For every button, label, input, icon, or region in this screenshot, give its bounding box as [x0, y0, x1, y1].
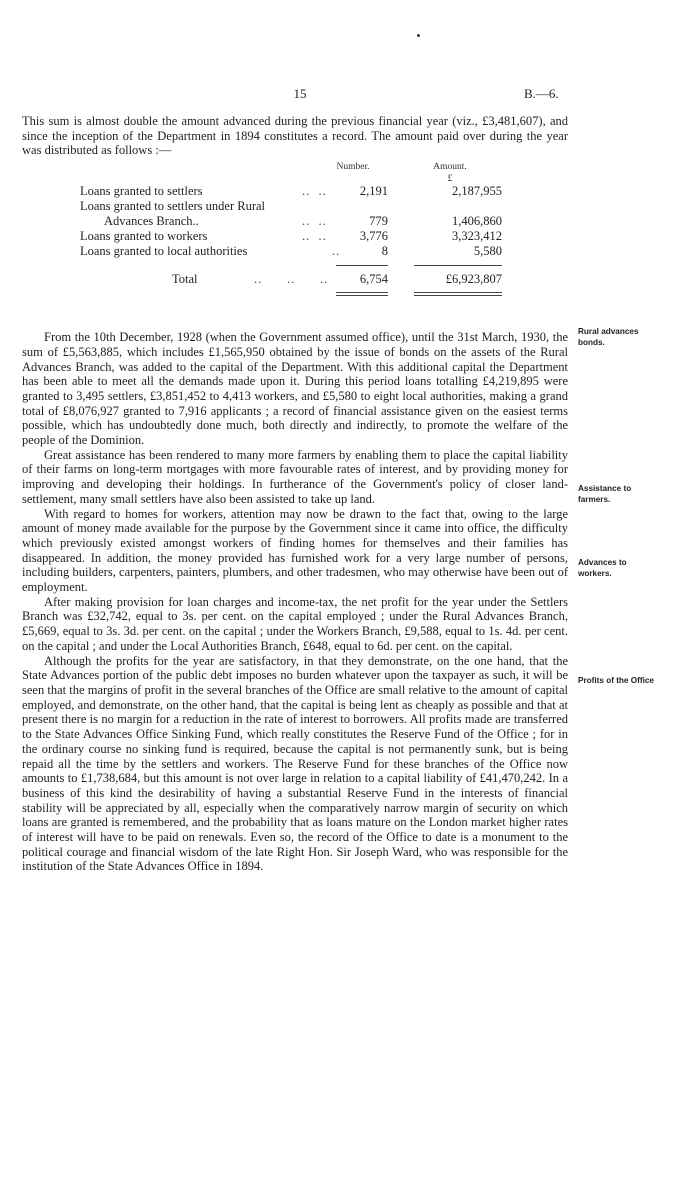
row-number: 779: [369, 214, 388, 229]
total-rule-amount: [414, 292, 502, 293]
side-note-profits-of-the-office: [578, 676, 693, 687]
row-label: Loans granted to local authorities: [80, 244, 248, 259]
row-amount: 1,406,860: [452, 214, 502, 229]
side-note-line: bonds.: [578, 337, 605, 347]
side-note-advances-to-workers: [578, 558, 693, 579]
leader-dots: .. ..: [302, 229, 327, 244]
table-row: [80, 214, 510, 229]
side-note-line: Assistance to: [578, 484, 632, 493]
leader-dots: .. ..: [302, 214, 327, 229]
row-label: Loans granted to settlers under Rural: [80, 199, 266, 214]
total-row: [80, 272, 510, 287]
column-header-amount: Amount.: [433, 162, 467, 173]
page-number: 15: [293, 86, 307, 101]
leader-dots: .. ..: [302, 184, 327, 199]
table-row: [80, 244, 510, 259]
side-note-line: farmers.: [578, 494, 611, 504]
side-note-rural-advances-bonds: [578, 327, 693, 348]
total-amount: £6,923,807: [445, 272, 502, 287]
total-rule-number: [336, 295, 388, 296]
row-amount: 3,323,412: [452, 229, 502, 244]
total-rule-number: [336, 292, 388, 293]
row-number: 3,776: [359, 229, 388, 244]
amount-unit: £: [447, 174, 453, 185]
side-note-line: Profits of the Office: [578, 676, 654, 685]
paragraph-rural-advances-bonds: From the 10th December, 1928 (when the Government assumed office), until the 31st March, 1930, the sum of £5,563,885, which includes £1,565,950 obtained by the issue of bonds on the assets of the Rural Advances Branch, was added to the capital of the Department. With this additional capital the Department has been able to meet all the demands made upon it. During this period loans totalling £4,219,895 were granted to 3,495 settlers, £3,851,452 to 4,413 workers, and £5,580 to eight local authorities, making a grand total of £8,076,927 granted to 7,916 applicants ; a record of financial assistance given on the easiest terms possible, which has undoubtedly done much, both directly and indirectly, to promote the welfare of the people of the Dominion.: [22, 330, 568, 448]
table-row: [80, 229, 510, 244]
side-note-assistance-to-farmers: [578, 484, 693, 505]
side-note-line: workers.: [578, 568, 612, 578]
row-label: Loans granted to workers: [80, 229, 208, 244]
paragraph-profits-of-the-office: After making provision for loan charges and income-tax, the net profit for the year under the Settlers Branch was £32,742, equal to 3s. per cent. on the capital employed ; under the Rural Advances Branch, £5,669, equal to 3s. 3d. per cent. on the capital ; under the Workers Branch, £9,588, equal to 1s. 4d. per cent. on the capital ; and under the Local Authorities Branch, £648, equal to 6d. per cent. on the capital.: [22, 594, 568, 653]
document-reference: B.—6.: [524, 86, 559, 101]
total-rule-amount: [414, 295, 502, 296]
row-label-continued: Advances Branch..: [104, 214, 199, 229]
row-amount: 5,580: [473, 244, 502, 259]
side-note-line: Rural advances: [578, 327, 639, 336]
total-number: 6,754: [359, 272, 388, 287]
paragraph-assistance-to-farmers: Great assistance has been rendered to many more farmers by enabling them to place the capital liability of their farms on long-term mortgages with more favourable rates of interest, and by providing money for improving and developing their holdings. In furtherance of the Government's policy of closer land-settlement, many small settlers have also been assisted to take up land.: [22, 447, 568, 506]
side-note-line: Advances to: [578, 558, 627, 567]
total-label: Total: [172, 272, 198, 287]
paragraph-advances-to-workers: With regard to homes for workers, attention may now be drawn to the fact that, owing to the large amount of money made available for the purpose by the Government since it came into office, the difficulty which previously existed amongst workers of finding homes for themselves and their families has disappeared. In addition, the money provided has furnished work for a very large number of persons, including builders, carpenters, painters, plumbers, and other tradesmen, who may otherwise have been out of employment.: [22, 506, 568, 595]
row-number: 2,191: [359, 184, 388, 199]
row-amount: 2,187,955: [452, 184, 502, 199]
main-text: [22, 114, 568, 874]
subtotal-rule-amount: [414, 265, 502, 266]
intro-paragraph: This sum is almost double the amount advanced during the previous financial year (viz., £3,481,607), and since the inception of the Department in 1894 constitutes a record. The amount paid over during the year was distributed as follows :—: [22, 114, 568, 158]
row-label: Loans granted to settlers: [80, 184, 203, 199]
row-number: 8: [381, 244, 388, 259]
column-header-number: Number.: [336, 162, 370, 173]
subtotal-rule-number: [336, 265, 388, 266]
loans-table: [22, 158, 568, 330]
table-row: [80, 184, 510, 199]
paragraph-reserve-fund: Although the profits for the year are satisfactory, in that they demonstrate, on the one hand, that the State Advances portion of the public debt imposes no burden whatever upon the taxpayer as such, it will be seen that the margins of profit in the several branches of the Office are small relative to the amount of capital employed, and demonstrate, on the other hand, that the capital is being lent as cheaply as possible and that at present there is no margin for a reduction in the rate of interest to borrowers. All profits made are transferred to the State Advances Office Sinking Fund, which really constitutes the Reserve Fund of the Office ; for in the ordinary course no sinking fund is required, because the capital is not permanently sunk, but is being repaid all the time by the settlers and workers. The Reserve Fund for these branches of the Office now amounts to £1,738,684, but this amount is not over large in relation to a capital liability of £41,470,242. In a business of this kind the desirability of having a substantial Reserve Fund in the interests of financial stability will be appreciated by all, especially when the comparatively narrow margin of security on which loans are granted is remembered, and the probability that as loans mature on the London market higher rates of interest will have to be paid on renewals. Even so, the record of the Office to date is a monument to the political courage and financial wisdom of the late Right Hon. Sir Joseph Ward, who was responsible for the institution of the State Advances Office in 1894.: [22, 653, 568, 874]
scan-speck: [417, 34, 420, 37]
leader-dots: .. .. ..: [254, 272, 329, 287]
leader-dots: ..: [332, 244, 341, 259]
table-row: [80, 199, 510, 214]
